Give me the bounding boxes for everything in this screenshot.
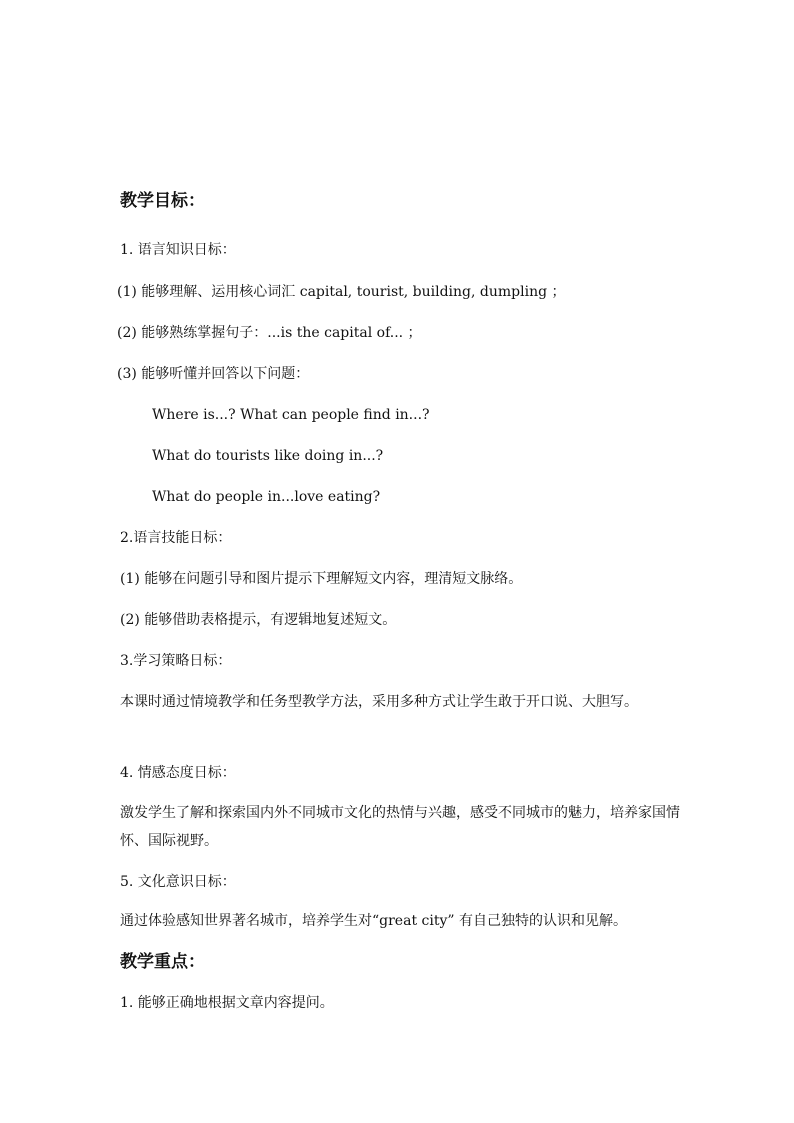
objective-2-item-1: (1) 能够在问题引导和图片提示下理解短文内容，理清短文脉络。 bbox=[120, 571, 523, 587]
keypoint-1: 1. 能够正确地根据文章内容提问。 bbox=[120, 995, 334, 1011]
question-3: What do people in...love eating? bbox=[152, 489, 381, 505]
objective-1-title: 1. 语言知识日标： bbox=[120, 242, 236, 258]
objective-5-title: 5. 文化意识日标： bbox=[120, 874, 236, 890]
question-2: What do tourists like doing in...? bbox=[152, 448, 384, 464]
question-1: Where is...? What can people find in...? bbox=[152, 407, 430, 423]
heading-teaching-keypoints: 教学重点： bbox=[120, 952, 205, 972]
objective-1-item-2: (2) 能够熟练掌握句子：...is the capital of... ； bbox=[117, 325, 422, 341]
objective-1-item-1: (1) 能够理解、运用核心词汇 capital, tourist, building, dumpling ； bbox=[117, 284, 566, 300]
objective-3-title: 3.学习策略日标： bbox=[120, 653, 232, 669]
objective-2-item-2: (2) 能够借助表格提示，有逻辑地复述短文。 bbox=[120, 612, 397, 628]
objective-4-text: 激发学生了解和探索国内外不同城市文化的热情与兴趣，感受不同城市的魅力，培养家国情怀、国际视野。 bbox=[120, 805, 680, 849]
heading-teaching-objectives: 教学目标： bbox=[120, 191, 205, 211]
objective-1-item-3: (3) 能够听懂并回答以下问题： bbox=[117, 366, 310, 382]
objective-3-text: 本课时通过情境教学和任务型教学方法，采用多种方式让学生敢于开口说、大胆写。 bbox=[120, 694, 638, 710]
objective-5-text: 通过体验感知世界著名城市，培养学生对“great city” 有自己独特的认识和见解。 bbox=[120, 913, 627, 929]
objective-2-title: 2.语言技能日标： bbox=[120, 530, 232, 546]
objective-4-title: 4. 情感态度日标： bbox=[120, 765, 236, 781]
